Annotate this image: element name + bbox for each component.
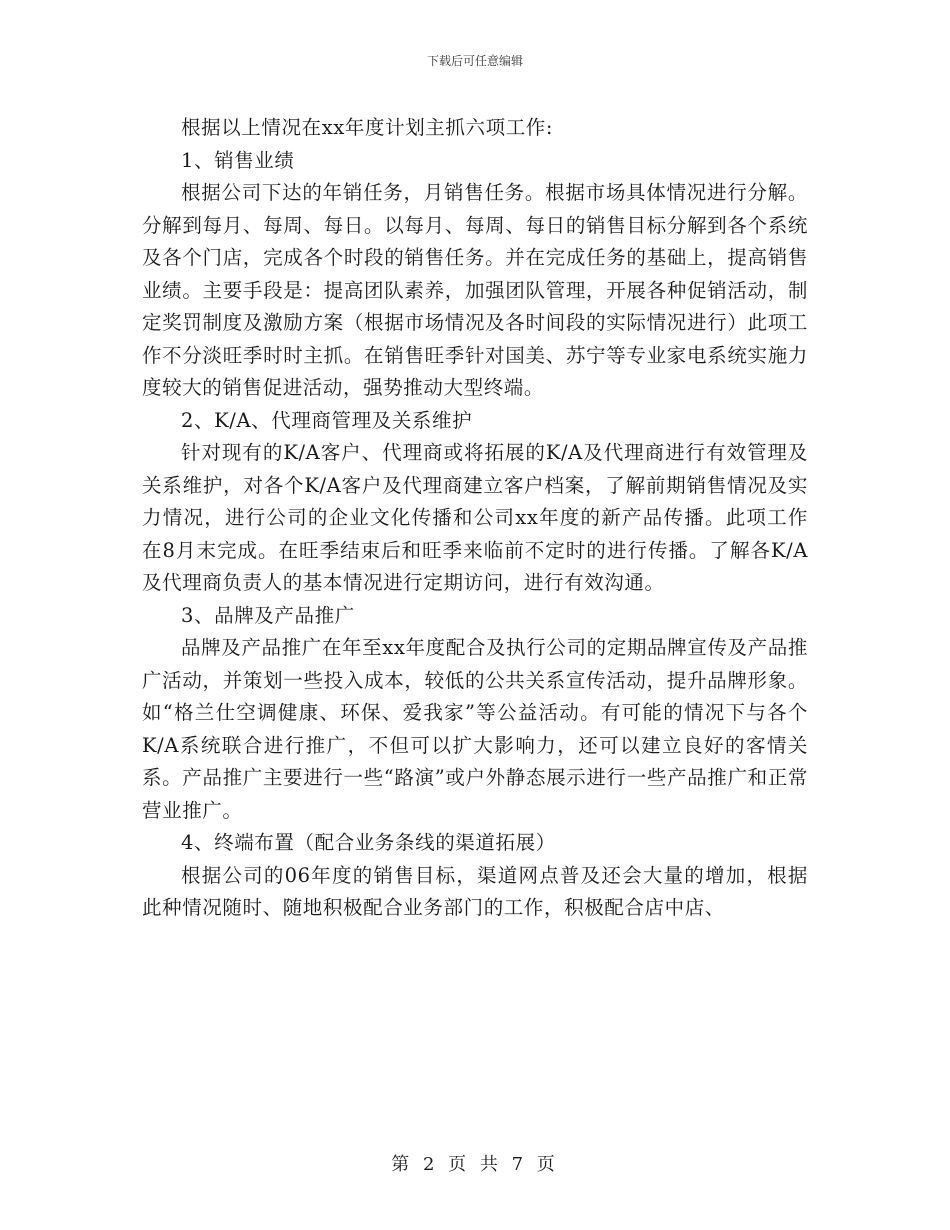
heading-brand-promotion: 3、品牌及产品推广 — [181, 603, 355, 627]
page-number: 第 2 页 共 7 页 — [391, 1154, 559, 1175]
document-body — [142, 112, 808, 925]
paragraph-brand-promotion: 品牌及产品推广在年至xx年度配合及执行公司的定期品牌宣传及产品推广活动，并策划一些投入成本，较低的公共关系宣传活动，提升品牌形象。如“格兰仕空调健康、环保、爱我家”等公益活动。有可能的情况下与各个K/A系统联合进行推广，不但可以扩大影响力，还可以建立良好的客情关系。产品推广主要进行一些“路演”或户外静态展示进行一些产品推广和正常营业推广。 — [142, 636, 808, 822]
heading-sales-performance: 1、销售业绩 — [181, 148, 295, 172]
paragraph-intro: 根据以上情况在xx年度计划主抓六项工作: — [181, 116, 554, 139]
heading-terminal-layout: 4、终端布置（配合业务条线的渠道拓展） — [181, 831, 556, 854]
paragraph-terminal-layout: 根据公司的06年度的销售目标，渠道网点普及还会大量的增加，根据此种情况随时、随地积极配合业务部门的工作，积极配合店中店、 — [142, 863, 808, 919]
page-header: 下载后可任意编辑 — [426, 54, 523, 68]
heading-ka-agent-management: 2、K/A、代理商管理及关系维护 — [181, 408, 473, 432]
paragraph-ka-agent-management: 针对现有的K/A客户、代理商或将拓展的K/A及代理商进行有效管理及关系维护，对各个K/A客户及代理商建立客户档案，了解前期销售情况及实力情况，进行公司的企业文化传播和公司xx年度的新产品传播。此项工作在8月末完成。在旺季结束后和旺季来临前不定时的进行传播。了解各K/A及代理商负责人的基本情况进行定期访问，进行有效沟通。 — [142, 441, 808, 594]
paragraph-sales-performance: 根据公司下达的年销任务，月销售任务。根据市场具体情况进行分解。分解到每月、每周、每日。以每月、每周、每日的销售目标分解到各个系统及各个门店，完成各个时段的销售任务。并在完成任务的基础上，提高销售业绩。主要手段是：提高团队素养，加强团队管理，开展各种促销活动，制定奖罚制度及激励方案（根据市场情况及各时间段的实际情况进行）此项工作不分淡旺季时时主抓。在销售旺季针对国美、苏宁等专业家电系统实施力度较大的销售促进活动，强势推动大型终端。 — [142, 181, 808, 399]
